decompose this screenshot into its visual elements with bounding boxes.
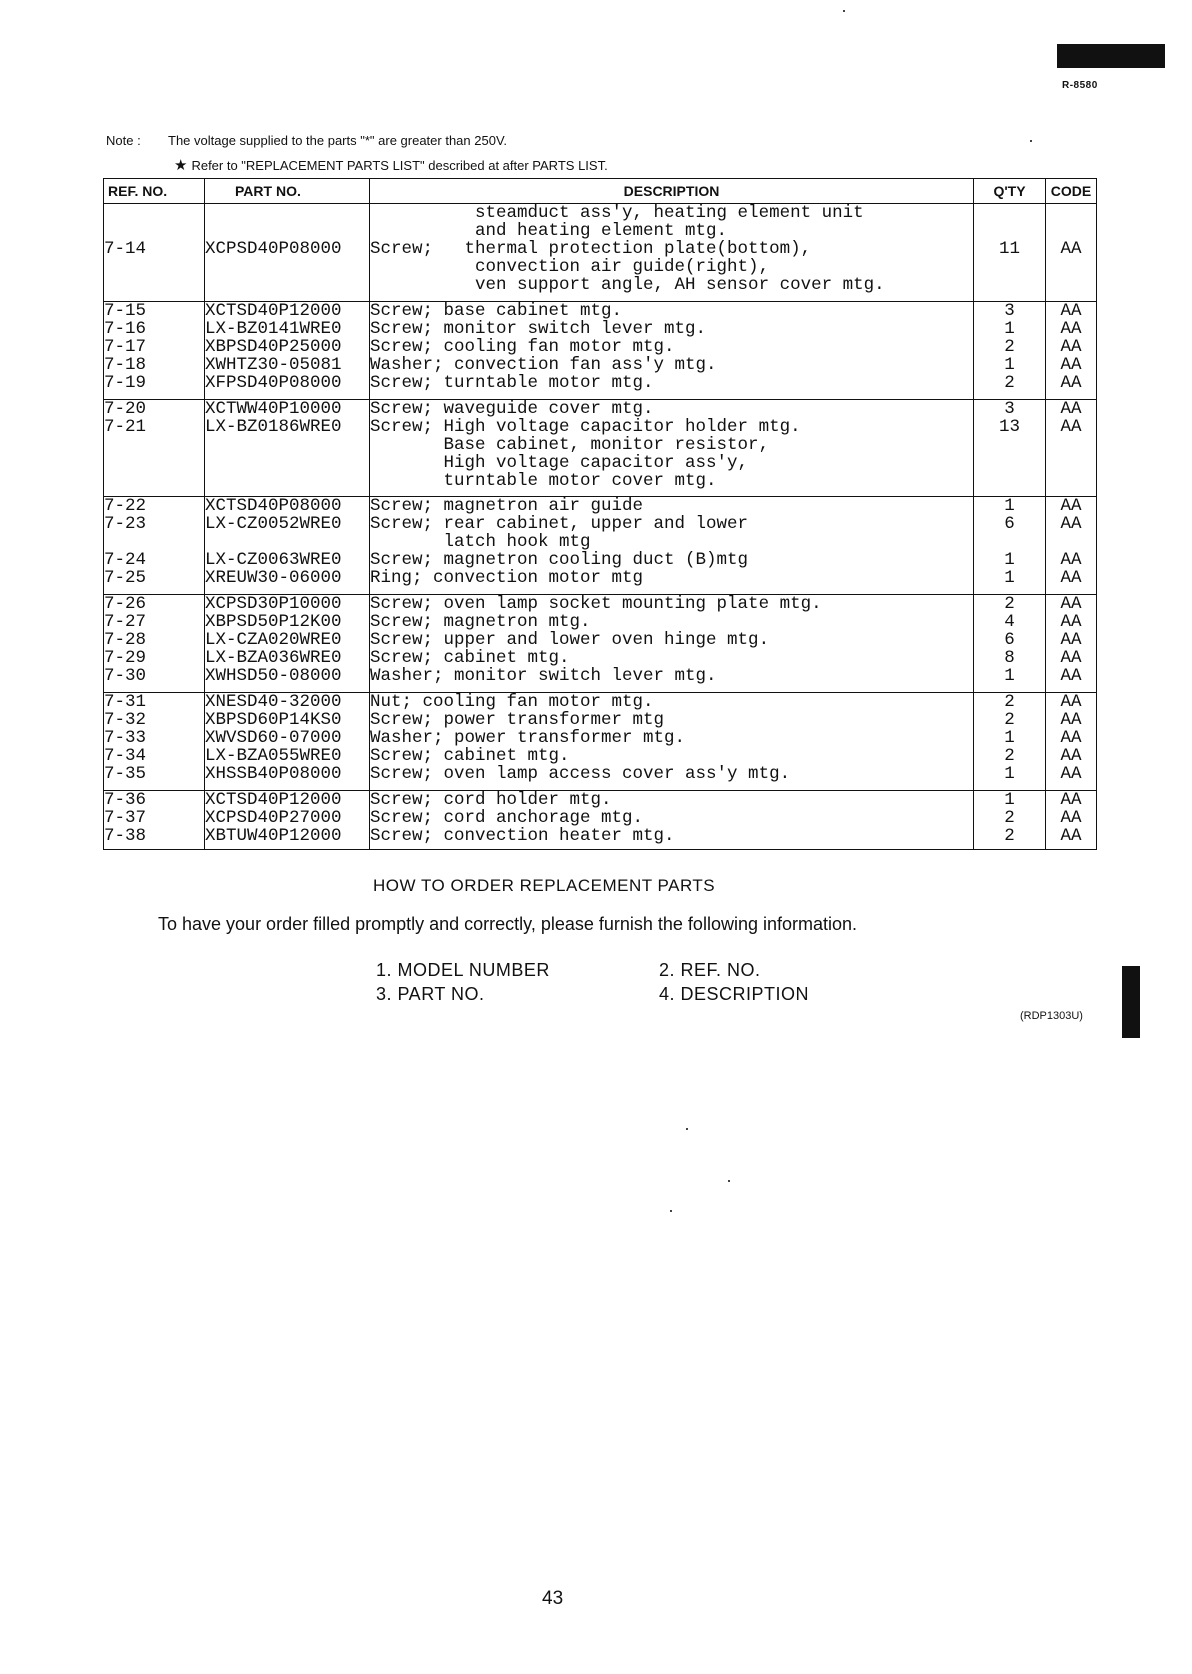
cell-line	[974, 276, 1045, 294]
description-cell	[370, 790, 974, 849]
cell-line: 7-27	[104, 612, 147, 633]
part-no-cell	[205, 204, 370, 302]
cell-line	[205, 533, 369, 551]
cell-line	[104, 454, 204, 472]
code-cell	[1046, 790, 1097, 849]
table-row	[104, 497, 1097, 595]
scan-speck	[686, 1128, 688, 1130]
table-row	[104, 693, 1097, 791]
cell-line: 1	[1004, 354, 1015, 375]
cell-line: XCTSD40P12000	[205, 790, 342, 810]
code-cell	[1046, 204, 1097, 302]
cell-line: 7-14	[104, 239, 147, 259]
cell-line	[974, 222, 1045, 240]
cell-line: Nut; cooling fan motor mtg.	[370, 692, 654, 713]
cell-line: Screw; cooling fan motor mtg.	[370, 336, 675, 357]
how-to-order-intro: To have your order filled promptly and correctly, please furnish the following information.	[158, 914, 858, 934]
order-info-row	[376, 984, 809, 1008]
header-ref-no: REF. NO.	[104, 179, 205, 204]
cell-line: 7-33	[104, 728, 147, 749]
cell-line: 7-19	[104, 372, 147, 393]
cell-line	[104, 204, 204, 222]
description-cell	[370, 301, 974, 399]
header-part-no: PART NO.	[205, 179, 370, 204]
qty-cell	[974, 399, 1046, 497]
cell-line	[1046, 454, 1096, 472]
cell-line: 4	[1004, 612, 1015, 633]
cell-line	[974, 472, 1045, 490]
cell-line	[205, 276, 369, 294]
cell-line: 6	[1004, 630, 1015, 651]
star-icon: ★	[174, 157, 188, 174]
cell-line: AA	[1060, 496, 1082, 517]
cell-line	[205, 204, 369, 222]
cell-line	[974, 436, 1045, 454]
cell-line: 3	[1004, 399, 1015, 419]
scan-speck	[843, 10, 845, 12]
cell-line: Screw; cord holder mtg.	[370, 790, 612, 810]
cell-line: Screw; magnetron air guide	[370, 496, 644, 517]
cell-line: AA	[1060, 301, 1082, 321]
cell-line: XBPSD40P25000	[205, 336, 342, 357]
document-code: (RDP1303U)	[1020, 1010, 1083, 1022]
cell-line: XNESD40-32000	[205, 692, 342, 713]
code-cell	[1046, 497, 1097, 595]
cell-line: 7-34	[104, 746, 147, 767]
cell-line: LX-BZA036WRE0	[205, 648, 342, 669]
cell-line: 7-23	[104, 514, 147, 535]
side-index-tab	[1122, 966, 1140, 1038]
note-text: The voltage supplied to the parts "*" are greater than 250V.	[168, 133, 508, 148]
refer-text: Refer to "REPLACEMENT PARTS LIST" described at after PARTS LIST.	[191, 158, 608, 173]
cell-line: 2	[1004, 336, 1015, 357]
cell-line: XCPSD40P27000	[205, 807, 342, 828]
cell-line: Screw; base cabinet mtg.	[370, 301, 623, 321]
page-number: 43	[542, 1588, 564, 1609]
cell-line: Screw; upper and lower oven hinge mtg.	[370, 630, 770, 651]
cell-line: 7-29	[104, 648, 147, 669]
cell-line	[1046, 533, 1096, 551]
cell-line: XBPSD50P12K00	[205, 612, 342, 633]
cell-line: 7-28	[104, 630, 147, 651]
cell-line: LX-CZ0063WRE0	[205, 550, 342, 571]
cell-line: 7-25	[104, 568, 147, 589]
code-cell	[1046, 693, 1097, 791]
cell-line: 7-22	[104, 496, 147, 517]
cell-line: 7-21	[104, 416, 147, 437]
cell-line	[974, 454, 1045, 472]
cell-line: latch hook mtg	[370, 532, 591, 553]
cell-line	[1046, 276, 1096, 294]
cell-line: Ring; convection motor mtg	[370, 568, 644, 589]
voltage-note	[106, 133, 507, 148]
cell-line: 2	[1004, 825, 1015, 846]
cell-line	[974, 258, 1045, 276]
order-info-item: 4. DESCRIPTION	[659, 984, 810, 1004]
cell-line: XBPSD60P14KS0	[205, 710, 342, 731]
cell-line: 7-15	[104, 301, 147, 321]
qty-cell	[974, 595, 1046, 693]
code-cell	[1046, 301, 1097, 399]
cell-line: 1	[1004, 496, 1015, 517]
cell-line: 7-26	[104, 594, 147, 615]
cell-line: AA	[1060, 594, 1082, 615]
qty-cell	[974, 204, 1046, 302]
ref-no-cell	[104, 399, 205, 497]
cell-line	[1046, 436, 1096, 454]
cell-line: 7-17	[104, 336, 147, 357]
ref-no-cell	[104, 693, 205, 791]
cell-line: 2	[1004, 692, 1015, 713]
cell-line: 2	[1004, 594, 1015, 615]
cell-line: 11	[998, 239, 1020, 259]
part-no-cell	[205, 595, 370, 693]
part-no-cell	[205, 790, 370, 849]
cell-line: 2	[1004, 807, 1015, 828]
cell-line	[205, 454, 369, 472]
code-cell	[1046, 595, 1097, 693]
cell-line: 1	[1004, 790, 1015, 810]
cell-line: AA	[1060, 630, 1082, 651]
cell-line: AA	[1060, 514, 1082, 535]
qty-cell	[974, 497, 1046, 595]
scan-speck	[1030, 140, 1032, 142]
order-info-item: 3. PART NO.	[376, 984, 485, 1004]
cell-line: AA	[1060, 399, 1082, 419]
cell-line: AA	[1060, 372, 1082, 393]
cell-line: Washer; convection fan ass'y mtg.	[370, 354, 717, 375]
scan-speck	[670, 1210, 672, 1212]
description-cell	[370, 595, 974, 693]
cell-line: AA	[1060, 318, 1082, 339]
table-body	[104, 204, 1097, 850]
cell-line: ven support angle, AH sensor cover mtg.	[370, 275, 885, 295]
scan-speck	[728, 1180, 730, 1182]
cell-line: High voltage capacitor ass'y,	[370, 452, 749, 473]
cell-line: AA	[1060, 648, 1082, 669]
cell-line: XCPSD40P08000	[205, 239, 342, 259]
cell-line: 2	[1004, 710, 1015, 731]
cell-line	[104, 276, 204, 294]
description-cell	[370, 399, 974, 497]
cell-line: Screw; power transformer mtg	[370, 710, 665, 731]
cell-line: 7-20	[104, 399, 147, 419]
ref-no-cell	[104, 301, 205, 399]
cell-line: 2	[1004, 372, 1015, 393]
cell-line	[205, 258, 369, 276]
cell-line: AA	[1060, 692, 1082, 713]
cell-line: 8	[1004, 648, 1015, 669]
cell-line: 3	[1004, 301, 1015, 321]
header-black-bar	[1057, 44, 1165, 68]
cell-line: Screw; turntable motor mtg.	[370, 372, 654, 393]
cell-line	[974, 204, 1045, 222]
cell-line	[104, 533, 204, 551]
cell-line: Washer; power transformer mtg.	[370, 728, 686, 749]
cell-line: Screw; monitor switch lever mtg.	[370, 318, 707, 339]
cell-line: AA	[1060, 612, 1082, 633]
cell-line	[1046, 472, 1096, 490]
cell-line: LX-BZ0141WRE0	[205, 318, 342, 339]
cell-line: and heating element mtg.	[370, 221, 728, 241]
cell-line: Screw; cabinet mtg.	[370, 648, 570, 669]
cell-line: 7-36	[104, 790, 147, 810]
ref-no-cell	[104, 497, 205, 595]
cell-line: Screw; oven lamp socket mounting plate mtg.	[370, 594, 822, 615]
cell-line: AA	[1060, 764, 1082, 785]
cell-line: Screw; convection heater mtg.	[370, 825, 675, 846]
cell-line: 1	[1004, 568, 1015, 589]
cell-line: Screw; cord anchorage mtg.	[370, 807, 644, 828]
cell-line: AA	[1060, 746, 1082, 767]
cell-line: 2	[1004, 746, 1015, 767]
cell-line: LX-CZ0052WRE0	[205, 514, 342, 535]
cell-line: Screw; magnetron cooling duct (B)mtg	[370, 550, 749, 571]
cell-line	[104, 222, 204, 240]
cell-line: Base cabinet, monitor resistor,	[370, 434, 770, 455]
ref-no-cell	[104, 595, 205, 693]
cell-line: XCTWW40P10000	[205, 399, 342, 419]
table-row	[104, 301, 1097, 399]
cell-line: XWVSD60-07000	[205, 728, 342, 749]
cell-line	[1046, 204, 1096, 222]
cell-line	[205, 436, 369, 454]
cell-line: turntable motor cover mtg.	[370, 470, 717, 491]
cell-line: AA	[1060, 239, 1082, 259]
cell-line: Washer; monitor switch lever mtg.	[370, 666, 717, 687]
cell-line: XCTSD40P12000	[205, 301, 342, 321]
cell-line: 7-35	[104, 764, 147, 785]
cell-line: AA	[1060, 336, 1082, 357]
cell-line: LX-BZ0186WRE0	[205, 416, 342, 437]
cell-line: XHSSB40P08000	[205, 764, 342, 785]
cell-line: Screw; oven lamp access cover ass'y mtg.	[370, 764, 791, 785]
cell-line: XBTUW40P12000	[205, 825, 342, 846]
cell-line	[1046, 222, 1096, 240]
cell-line: 7-24	[104, 550, 147, 571]
cell-line: AA	[1060, 710, 1082, 731]
cell-line: AA	[1060, 666, 1082, 687]
order-info-item: 1. MODEL NUMBER	[376, 960, 550, 980]
cell-line: Screw; waveguide cover mtg.	[370, 399, 654, 419]
cell-line: 13	[998, 416, 1020, 437]
cell-line: AA	[1060, 568, 1082, 589]
cell-line: 1	[1004, 666, 1015, 687]
order-info-list	[376, 960, 809, 1008]
cell-line: LX-CZA020WRE0	[205, 630, 342, 651]
cell-line: Screw; rear cabinet, upper and lower	[370, 514, 749, 535]
cell-line: XFPSD40P08000	[205, 372, 342, 393]
header-code: CODE	[1046, 179, 1097, 204]
how-to-order-title: HOW TO ORDER REPLACEMENT PARTS	[373, 876, 716, 895]
ref-no-cell	[104, 204, 205, 302]
cell-line: 7-37	[104, 807, 147, 828]
cell-line: 6	[1004, 514, 1015, 535]
parts-table	[103, 178, 1097, 850]
cell-line: Screw; cabinet mtg.	[370, 746, 570, 767]
cell-line	[205, 472, 369, 490]
cell-line	[104, 472, 204, 490]
cell-line	[974, 533, 1045, 551]
cell-line: 1	[1004, 318, 1015, 339]
model-code: R-8580	[1062, 80, 1098, 91]
part-no-cell	[205, 693, 370, 791]
cell-line	[104, 436, 204, 454]
cell-line: Screw; High voltage capacitor holder mtg.	[370, 416, 801, 437]
table-row	[104, 204, 1097, 302]
header-qty: Q'TY	[974, 179, 1046, 204]
table-row	[104, 790, 1097, 849]
cell-line: Screw; thermal protection plate(bottom),	[370, 239, 812, 259]
qty-cell	[974, 693, 1046, 791]
order-info-item: 2. REF. NO.	[659, 960, 761, 980]
cell-line: 7-16	[104, 318, 147, 339]
ref-no-cell	[104, 790, 205, 849]
cell-line	[1046, 258, 1096, 276]
order-info-row	[376, 960, 809, 984]
cell-line	[104, 258, 204, 276]
description-cell	[370, 204, 974, 302]
cell-line: XREUW30-06000	[205, 568, 342, 589]
cell-line: Screw; magnetron mtg.	[370, 612, 591, 633]
part-no-cell	[205, 301, 370, 399]
cell-line: steamduct ass'y, heating element unit	[370, 203, 864, 223]
cell-line: AA	[1060, 550, 1082, 571]
code-cell	[1046, 399, 1097, 497]
cell-line	[205, 222, 369, 240]
part-no-cell	[205, 399, 370, 497]
part-no-cell	[205, 497, 370, 595]
cell-line: XWHTZ30-05081	[205, 354, 342, 375]
cell-line: LX-BZA055WRE0	[205, 746, 342, 767]
cell-line: XCTSD40P08000	[205, 496, 342, 517]
cell-line: AA	[1060, 728, 1082, 749]
refer-note	[174, 156, 608, 174]
cell-line: AA	[1060, 807, 1082, 828]
cell-line: 7-31	[104, 692, 147, 713]
cell-line: 1	[1004, 550, 1015, 571]
qty-cell	[974, 301, 1046, 399]
cell-line: 1	[1004, 728, 1015, 749]
cell-line: AA	[1060, 825, 1082, 846]
cell-line: 7-38	[104, 825, 147, 846]
table-header-row	[104, 179, 1097, 204]
cell-line: 7-32	[104, 710, 147, 731]
cell-line: XWHSD50-08000	[205, 666, 342, 687]
table-row	[104, 399, 1097, 497]
description-cell	[370, 497, 974, 595]
cell-line: 7-18	[104, 354, 147, 375]
table-row	[104, 595, 1097, 693]
header-description: DESCRIPTION	[370, 179, 974, 204]
cell-line: 7-30	[104, 666, 147, 687]
qty-cell	[974, 790, 1046, 849]
note-label: Note :	[106, 133, 141, 148]
cell-line: AA	[1060, 354, 1082, 375]
cell-line: convection air guide(right),	[370, 257, 770, 277]
cell-line: 1	[1004, 764, 1015, 785]
description-cell	[370, 693, 974, 791]
cell-line: AA	[1060, 416, 1082, 437]
cell-line: XCPSD30P10000	[205, 594, 342, 615]
cell-line: AA	[1060, 790, 1082, 810]
